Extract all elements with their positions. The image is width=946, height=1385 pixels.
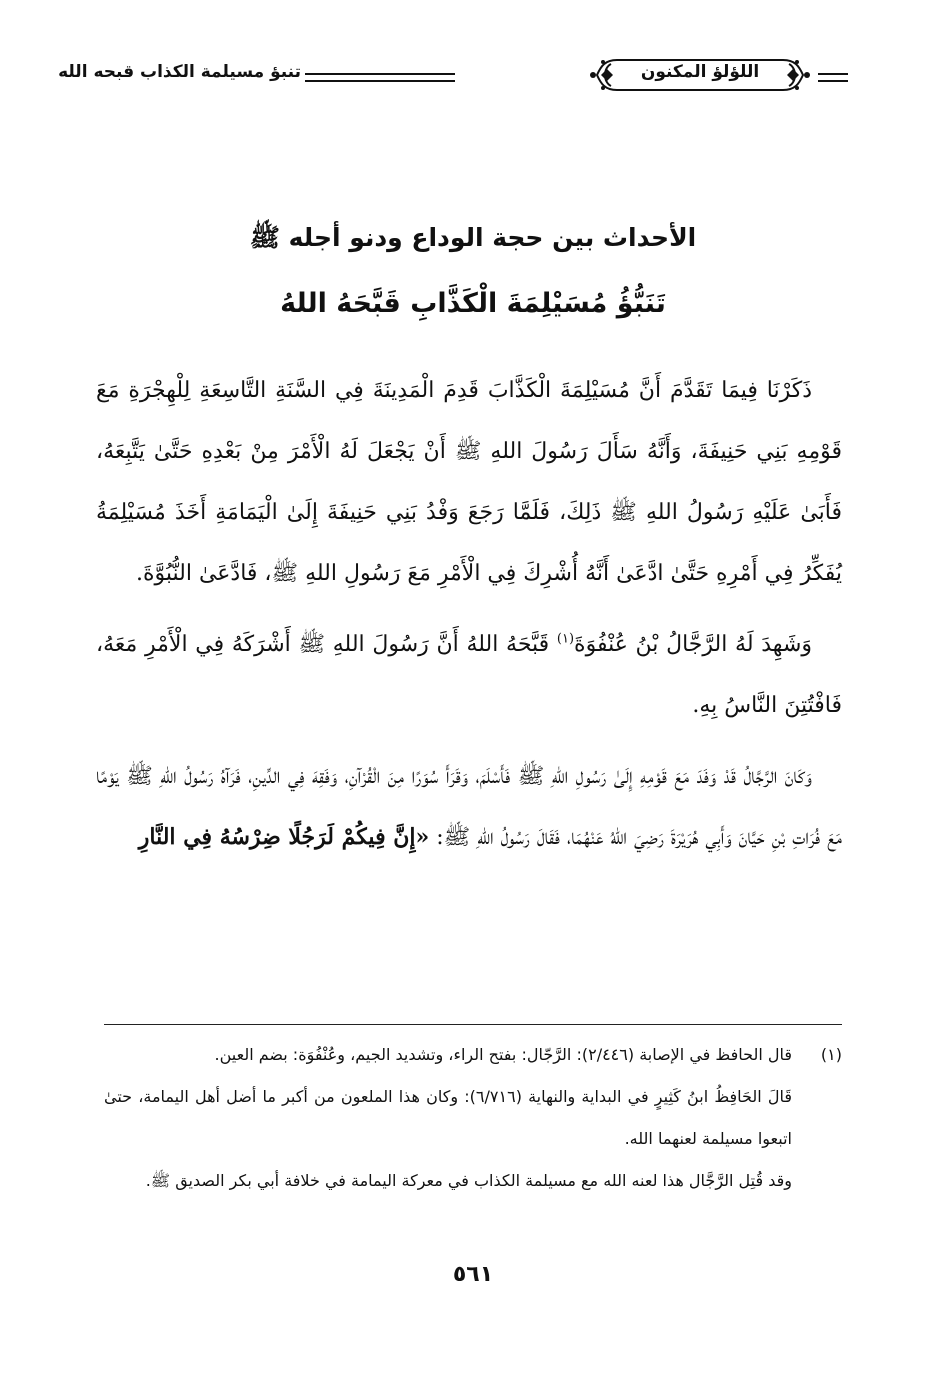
footnote-number: (١) bbox=[820, 1045, 842, 1064]
header-rule-right bbox=[818, 73, 848, 82]
section-title: الأحداث بين حجة الوداع ودنو أجله ﷺ bbox=[249, 223, 697, 252]
footnote-paragraph: قَالَ الحَافِظُ ابنُ كَثِيرٍ في البداية والنهاية (٦/٧١٦): وكان هذا الملعون من أكبر ما أضل أهل اليمامة، حتىٰ اتبعوا مسيلمة لعنهما الله. bbox=[104, 1087, 792, 1148]
footnote-paragraph: وقد قُتِل الرَّجَّال هذا لعنه الله مع مسيلمة الكذاب في معركة اليمامة في خلافة أبي بكر الصديق ﷺ. bbox=[145, 1171, 792, 1190]
paragraph bbox=[96, 746, 842, 868]
body-text bbox=[96, 360, 842, 878]
paragraph-text: وَشَهِدَ لَهُ الرَّجَّالُ بْنُ عُنْفُوَةَ bbox=[574, 632, 812, 657]
page-number: ٥٦١ bbox=[452, 1262, 494, 1287]
running-header bbox=[58, 52, 845, 100]
book-name-cartouche bbox=[587, 54, 813, 96]
footnotes bbox=[104, 1034, 842, 1202]
footnote-entry bbox=[104, 1034, 842, 1076]
paragraph: ذَكَرْنَا فِيمَا تَقَدَّمَ أَنَّ مُسَيْلِمَةَ الْكَذَّابَ قَدِمَ الْمَدِينَةَ فِي السَّنَةِ التَّاسِعَةِ لِلْهِجْرَةِ مَعَ قَوْمِهِ بَنِي حَنِيفَةَ، وَأَنَّهُ سَأَلَ رَسُولَ اللهِ ﷺ أَنْ يَجْعَلَ لَهُ الْأَمْرَ مِنْ بَعْدِهِ حَتَّىٰ يَتَّبِعَهُ، فَأَبَىٰ عَلَيْهِ رَسُولُ اللهِ ﷺ ذَلِكَ، فَلَمَّا رَجَعَ وَفْدُ بَنِي حَنِيفَةَ إِلَىٰ الْيَمَامَةِ أَخَذَ مُسَيْلِمَةُ يُفَكِّرُ فِي أَمْرِهِ حَتَّىٰ ادَّعَىٰ أَنَّهُ أُشْرِكَ فِي الْأَمْرِ مَعَ رَسُولِ اللهِ ﷺ، فَادَّعَىٰ النُّبُوَّةَ. bbox=[96, 378, 842, 586]
header-rule-left bbox=[305, 73, 455, 82]
paragraph-text: وَكَانَ الرَّجَّالُ قَدْ وَفَدَ مَعَ قَوْمِهِ إِلَىٰ رَسُولِ اللهِ ﷺ فَأَسْلَمَ، وَقَرَأَ سُوَرًا مِنَ الْقُرْآنِ، وَفَقِهَ فِي الدِّينِ، فَرَآهُ رَسُولُ اللهِ ﷺ يَوْمًا مَعَ فُرَاتِ بْنِ حَيَّانَ وَأَبِي هُرَيْرَةَ رَضِيَ اللهُ عَنْهُمَا، فَقَالَ رَسُولُ اللهِ ﷺ: bbox=[96, 764, 842, 850]
footnote-reference: (١) bbox=[556, 631, 575, 647]
running-title: تنبؤ مسيلمة الكذاب قبحه الله bbox=[58, 62, 301, 82]
footnote-text: قال الحافظ في الإصابة (٢/٤٤٦): الرَّجّال: بفتح الراء، وتشديد الجيم، وعُنْفُوَة: بضم العين. bbox=[214, 1045, 792, 1064]
book-name: اللؤلؤ المكنون bbox=[640, 62, 760, 82]
paragraph-text: قَبَّحَهُ اللهُ أَنَّ رَسُولَ اللهِ ﷺ أَشْرَكَهُ فِي الْأَمْرِ مَعَهُ، فَافْتُتِنَ النَّاسُ بِهِ. bbox=[96, 632, 842, 718]
paragraph bbox=[96, 614, 842, 736]
hadith-quote: «إِنَّ فِيكُمْ لَرَجُلًا ضِرْسُهُ فِي النَّارِ bbox=[138, 824, 430, 850]
section-subtitle: تَنَبُّؤُ مُسَيْلِمَةَ الْكَذَّابِ قَبَّحَهُ اللهُ bbox=[280, 288, 666, 319]
footnote-divider bbox=[104, 1024, 842, 1025]
